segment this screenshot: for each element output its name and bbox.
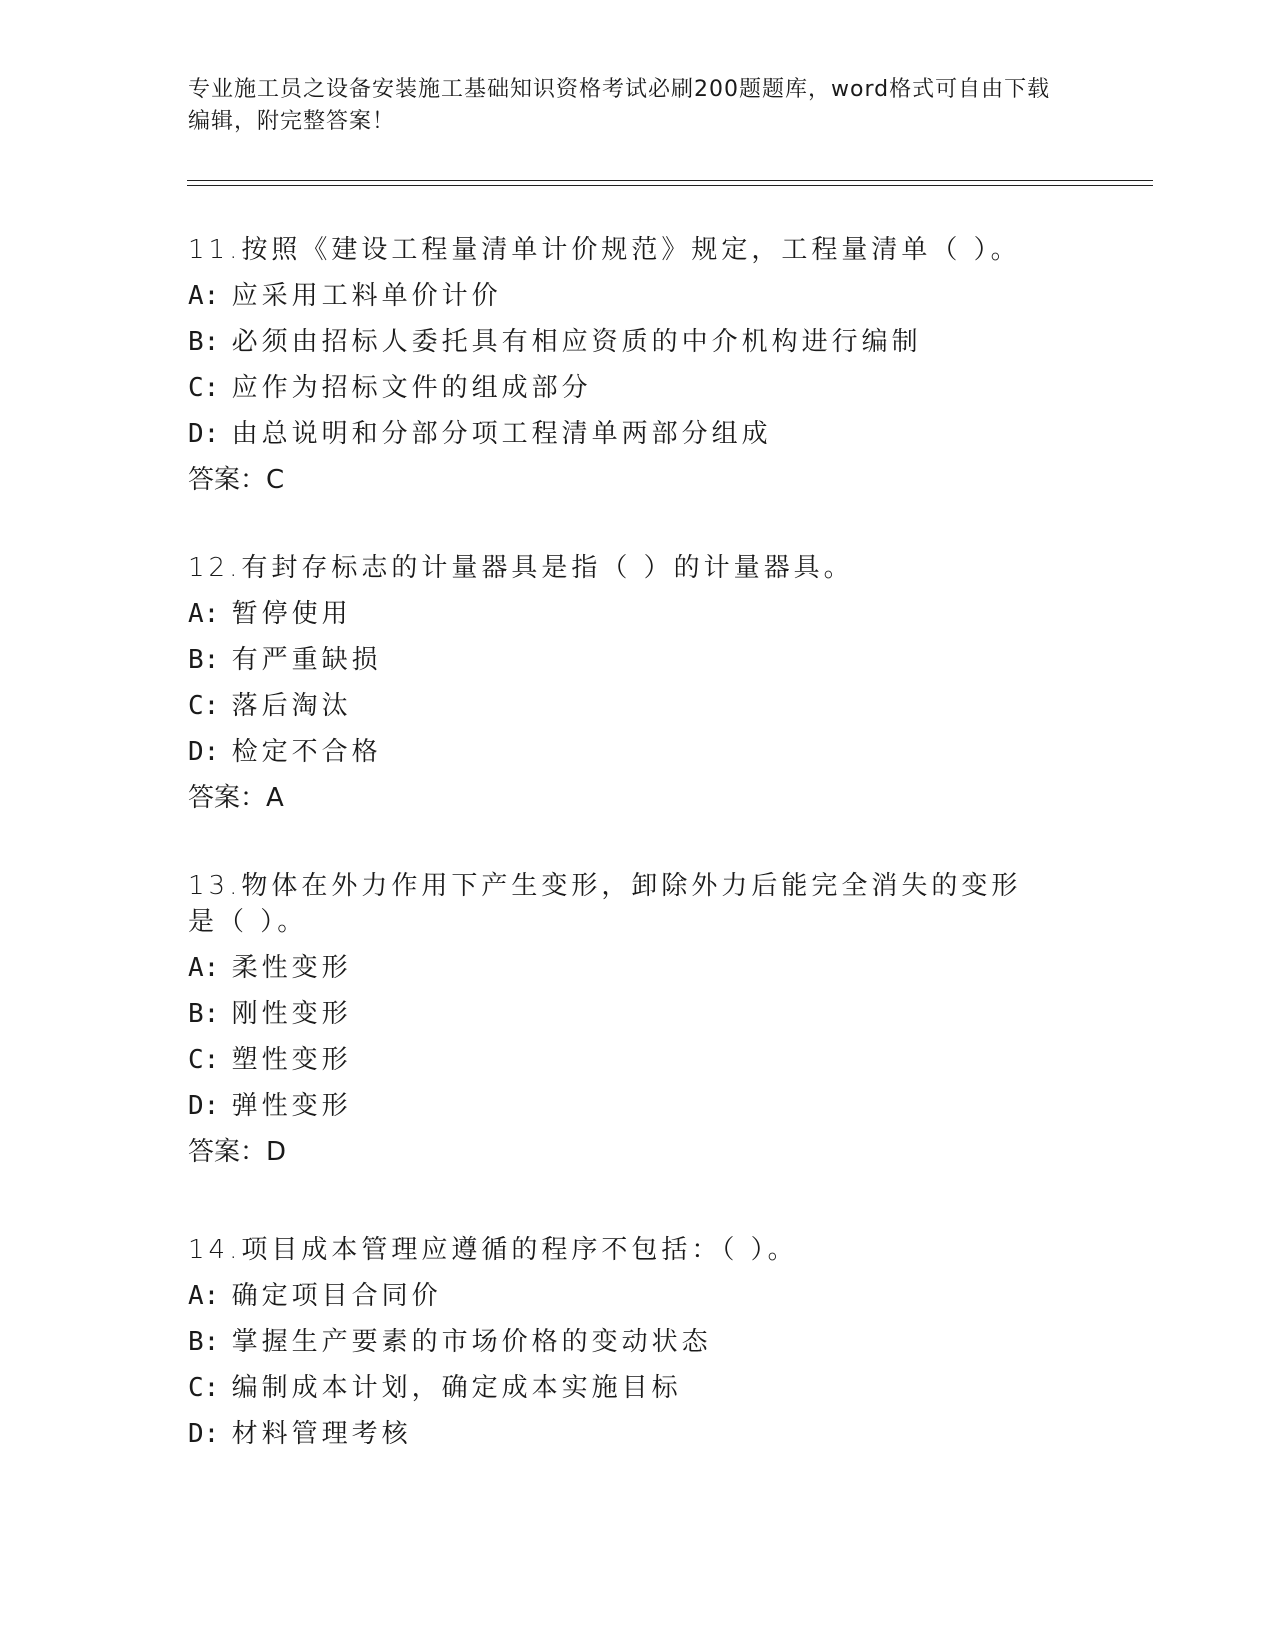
option-text: 掌握生产要素的市场价格的变动状态 bbox=[231, 1327, 712, 1357]
option-letter: A: bbox=[188, 953, 220, 983]
header-rule-top bbox=[187, 180, 1153, 181]
answer-line: 答案：C bbox=[188, 465, 285, 495]
option-text: 落后淘汰 bbox=[231, 691, 352, 721]
option-letter: B: bbox=[188, 999, 220, 1029]
option-text: 编制成本计划，确定成本实施目标 bbox=[231, 1373, 682, 1403]
question-13 bbox=[188, 868, 1088, 1170]
option-text: 弹性变形 bbox=[231, 1091, 352, 1121]
option-letter: C: bbox=[188, 1373, 220, 1403]
answer-line: 答案：D bbox=[188, 1137, 287, 1167]
question-stem: 11.按照《建设工程量清单计价规范》规定，工程量清单（ ）。 bbox=[188, 235, 1021, 265]
option-text: 塑性变形 bbox=[231, 1045, 352, 1075]
option-letter: B: bbox=[188, 645, 220, 675]
option-c bbox=[188, 370, 1088, 406]
document-header: 专业施工员之设备安装施工基础知识资格考试必刷200题题库，word格式可自由下载编辑，附完整答案！ bbox=[188, 77, 1051, 134]
option-d bbox=[188, 1088, 1088, 1124]
option-letter: A: bbox=[188, 599, 220, 629]
option-a bbox=[188, 278, 1088, 314]
option-text: 检定不合格 bbox=[231, 737, 382, 767]
header-rule-bottom bbox=[187, 185, 1153, 186]
question-stem: 13.物体在外力作用下产生变形，卸除外力后能完全消失的变形是（ ）。 bbox=[188, 871, 1022, 937]
option-text: 确定项目合同价 bbox=[231, 1281, 442, 1311]
option-d bbox=[188, 734, 1088, 770]
answer-line: 答案：A bbox=[188, 783, 284, 813]
option-text: 柔性变形 bbox=[231, 953, 352, 983]
option-letter: D: bbox=[188, 1091, 220, 1121]
option-a bbox=[188, 950, 1088, 986]
option-letter: B: bbox=[188, 1327, 220, 1357]
option-letter: D: bbox=[188, 737, 220, 767]
option-letter: D: bbox=[188, 419, 220, 449]
option-letter: B: bbox=[188, 327, 220, 357]
option-text: 材料管理考核 bbox=[231, 1419, 412, 1449]
option-b bbox=[188, 996, 1088, 1032]
option-text: 必须由招标人委托具有相应资质的中介机构进行编制 bbox=[231, 327, 922, 357]
option-text: 暂停使用 bbox=[231, 599, 352, 629]
option-c bbox=[188, 688, 1088, 724]
option-a bbox=[188, 1278, 1088, 1314]
option-letter: A: bbox=[188, 1281, 220, 1311]
option-c bbox=[188, 1042, 1088, 1078]
question-stem: 12.有封存标志的计量器具是指（ ）的计量器具。 bbox=[188, 553, 854, 583]
option-letter: C: bbox=[188, 1045, 220, 1075]
option-d bbox=[188, 416, 1088, 452]
question-stem: 14.项目成本管理应遵循的程序不包括：（ ）。 bbox=[188, 1235, 798, 1265]
option-b bbox=[188, 642, 1088, 678]
option-text: 有严重缺损 bbox=[231, 645, 382, 675]
option-a bbox=[188, 596, 1088, 632]
option-text: 由总说明和分部分项工程清单两部分组成 bbox=[231, 419, 772, 449]
question-11 bbox=[188, 232, 1088, 498]
option-letter: C: bbox=[188, 691, 220, 721]
question-14 bbox=[188, 1232, 1088, 1462]
question-12 bbox=[188, 550, 1088, 816]
option-text: 应作为招标文件的组成部分 bbox=[231, 373, 592, 403]
option-text: 刚性变形 bbox=[231, 999, 352, 1029]
option-b bbox=[188, 1324, 1088, 1360]
option-c bbox=[188, 1370, 1088, 1406]
option-letter: A: bbox=[188, 281, 220, 311]
option-letter: D: bbox=[188, 1419, 220, 1449]
option-letter: C: bbox=[188, 373, 220, 403]
option-d bbox=[188, 1416, 1088, 1452]
option-b bbox=[188, 324, 1088, 360]
option-text: 应采用工料单价计价 bbox=[231, 281, 502, 311]
